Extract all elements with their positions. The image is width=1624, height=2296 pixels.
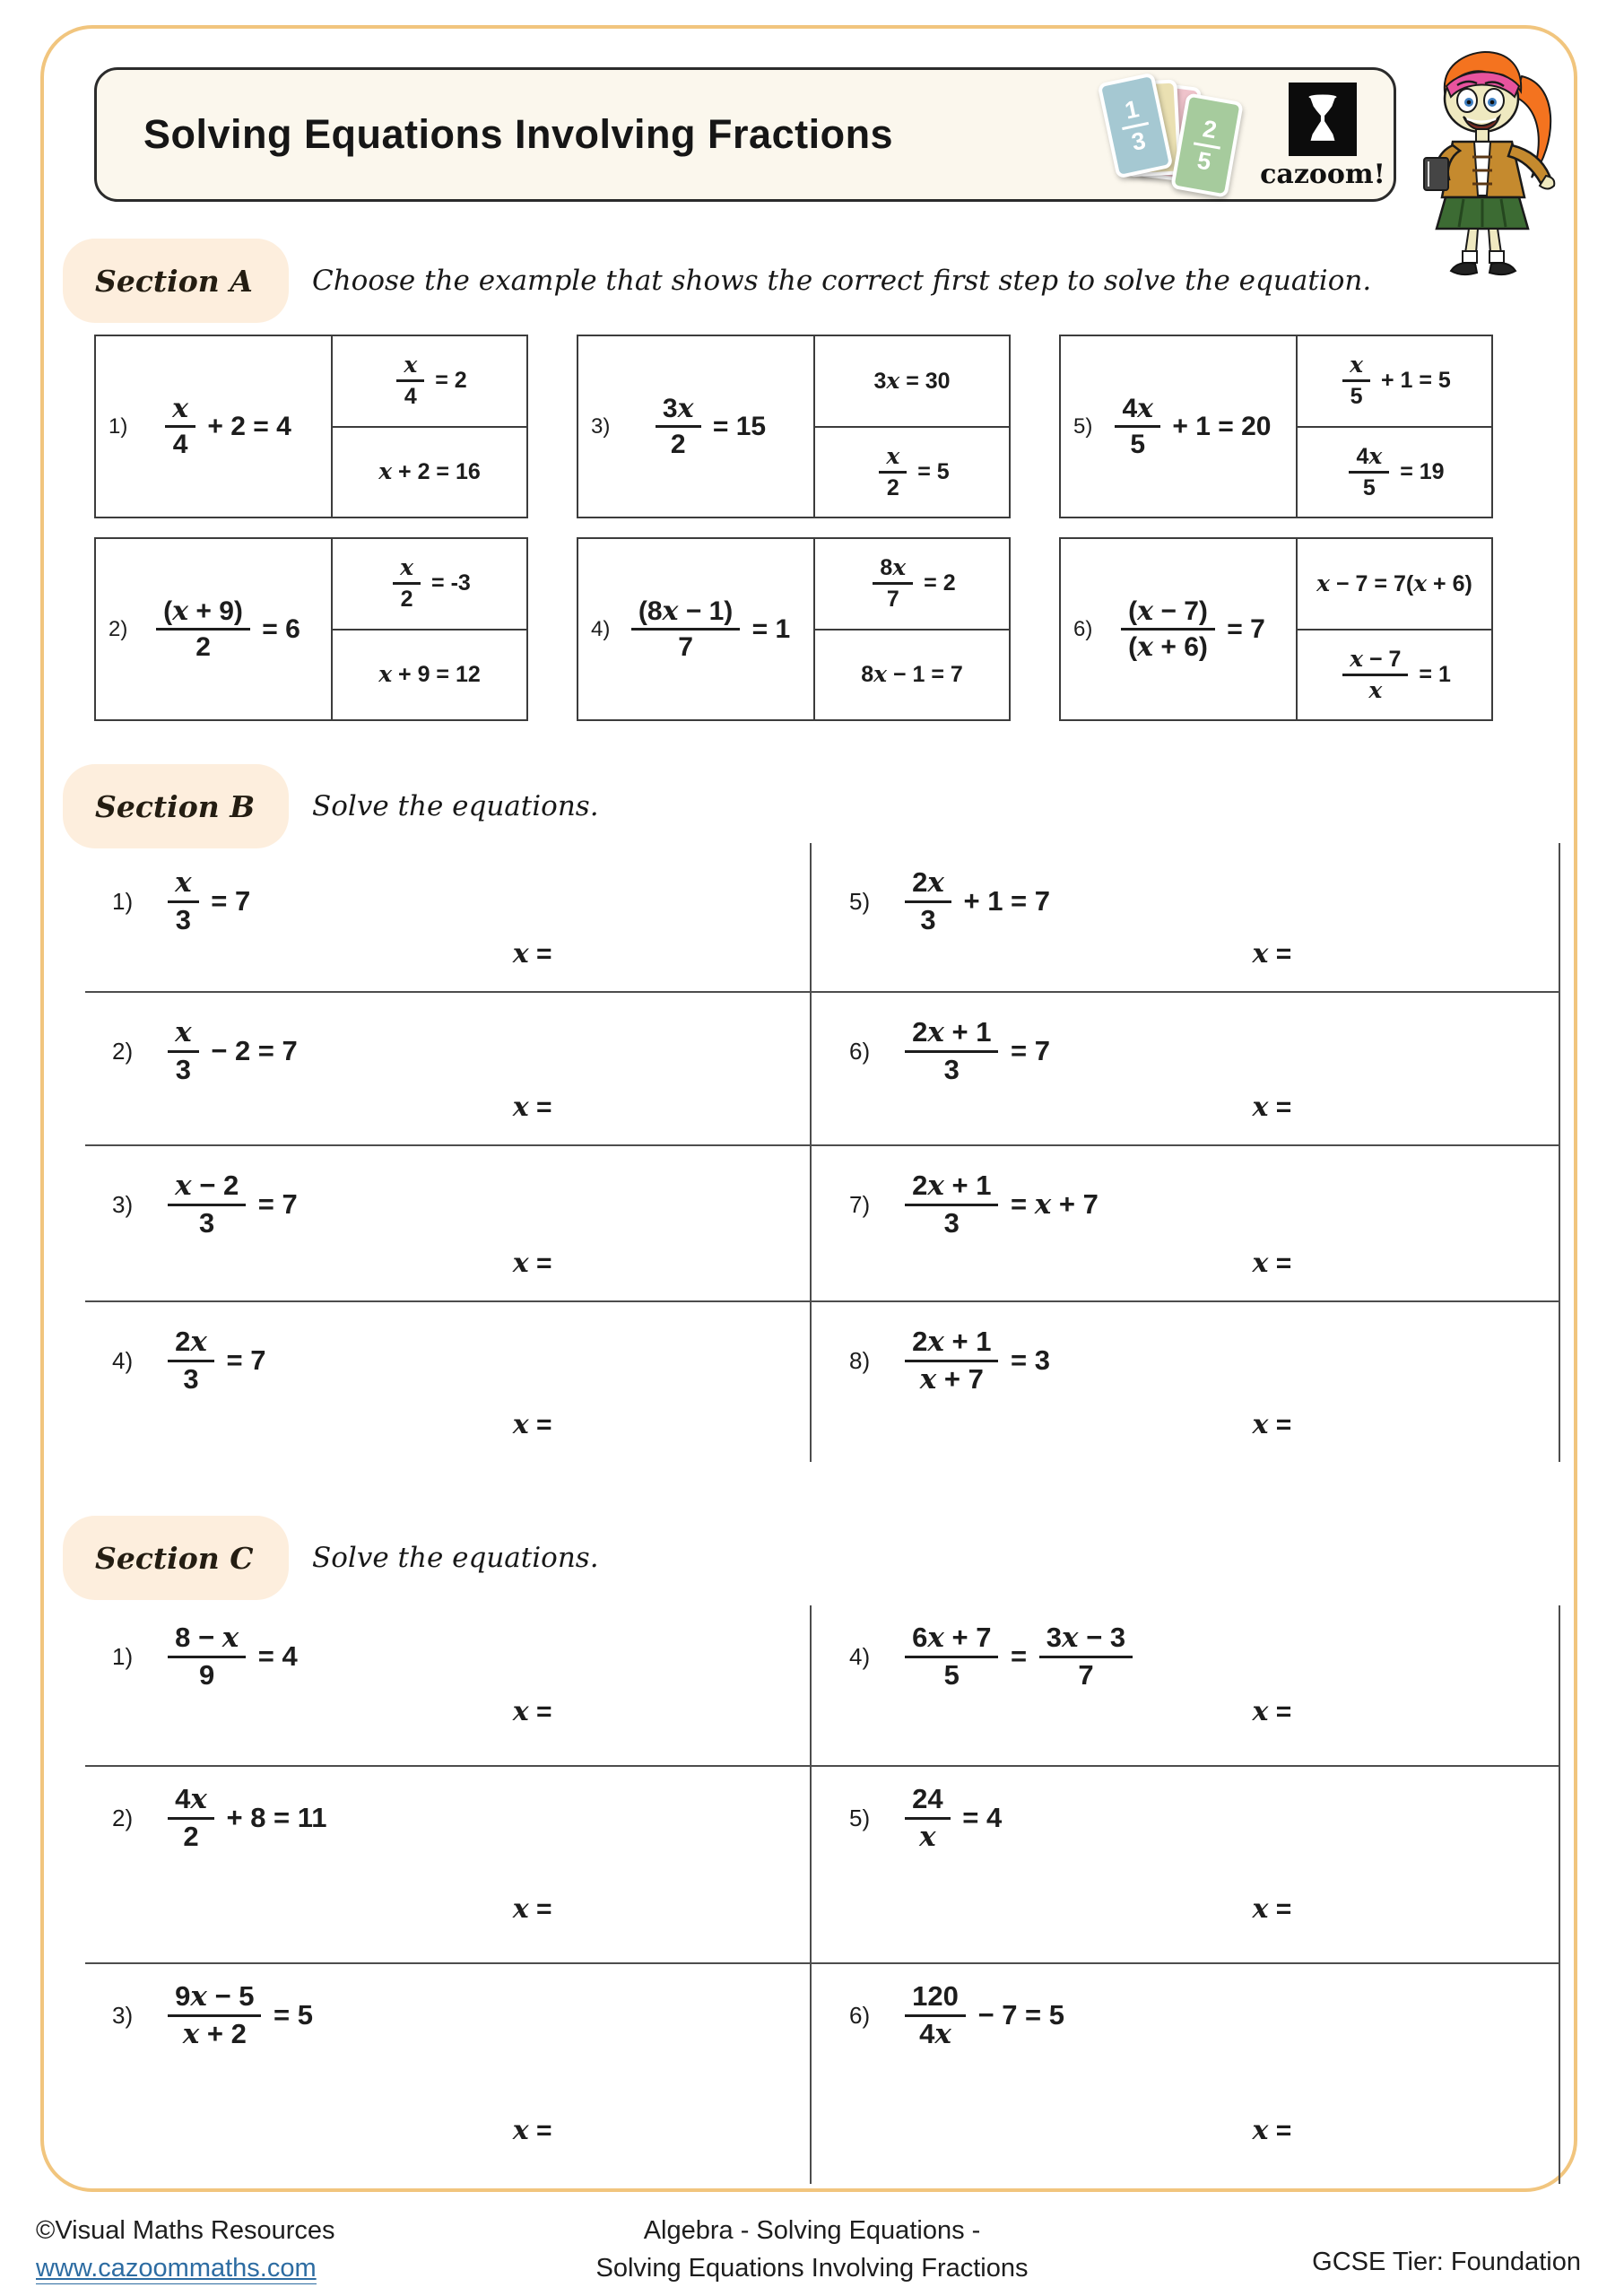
equation: $\frac{2x}{3}$ + 1 = 7 <box>900 868 1050 935</box>
equation: $\frac{x}{3}$ = 7 <box>163 868 250 935</box>
answer-blank: x = <box>1252 1409 1292 1440</box>
problem-number: 4) <box>591 616 611 641</box>
section-a-problem-3 <box>577 335 1011 518</box>
section-c-label: Section C <box>95 1540 254 1576</box>
answer-options <box>333 539 526 719</box>
answer-blank: x = <box>512 1893 552 1925</box>
equation: $\frac{6x + 7}{5}$ = $\frac{3x - 3}{7}$ <box>900 1623 1137 1690</box>
section-a-problem-1 <box>94 335 528 518</box>
section-a-row <box>94 335 1494 518</box>
footer-topic-line1: Algebra - Solving Equations - <box>643 2216 981 2245</box>
section-b-problem-5 <box>812 843 1560 993</box>
answer-options <box>1298 336 1491 517</box>
card-fraction: 1 3 <box>1116 95 1153 156</box>
answer-options <box>1298 539 1491 719</box>
option-bottom[interactable]: x + 9 = 12 <box>378 661 481 688</box>
option-bottom[interactable]: $\frac{x}{2}$ = 5 <box>815 428 1009 517</box>
section-a-problem-5 <box>1059 335 1493 518</box>
girl-mascot-illustration <box>1410 45 1571 283</box>
problem-number: 7) <box>849 1190 871 1218</box>
problem-number: 3) <box>112 1190 134 1218</box>
section-c-problem-3 <box>85 1964 812 2184</box>
section-a-problem-2 <box>94 537 528 721</box>
equation: $\frac{4x}{2}$ + 8 = 11 <box>163 1785 326 1851</box>
cazoom-logo <box>1246 83 1399 190</box>
equation: $\frac{2x + 1}{3}$ = 7 <box>900 1018 1050 1084</box>
problem-number: 6) <box>849 1037 871 1065</box>
equation: $\frac{(x - 7)}{(x + 6)}$ = 7 <box>1116 597 1265 662</box>
section-c-problem-6 <box>812 1964 1560 2184</box>
section-b-problem-3 <box>85 1146 812 1302</box>
problem-number: 6) <box>1073 616 1093 641</box>
page-title: Solving Equations Involving Fractions <box>143 111 894 157</box>
worksheet-header <box>94 67 1396 202</box>
problem-number: 2) <box>112 1804 134 1831</box>
equation: $\frac{x - 2}{3}$ = 7 <box>163 1171 298 1238</box>
cazoom-vase-icon <box>1289 83 1357 156</box>
equation: $\frac{2x + 1}{x + 7}$ = 3 <box>900 1327 1050 1394</box>
section-b-label: Section B <box>95 788 256 824</box>
option-top[interactable]: $\frac{8x}{7}$ = 2 <box>815 539 1009 631</box>
answer-options <box>333 336 526 517</box>
answer-blank: x = <box>1252 938 1292 970</box>
problem-number: 5) <box>1073 413 1093 439</box>
problem-number: 2) <box>112 1037 134 1065</box>
equation: $\frac{x}{4}$ + 2 = 4 <box>161 395 291 459</box>
problem-statement <box>96 539 333 719</box>
section-b-problem-7 <box>812 1146 1560 1302</box>
answer-blank: x = <box>1252 1696 1292 1727</box>
section-b-problem-2 <box>85 993 812 1146</box>
section-a-grid <box>94 335 1494 740</box>
equation: $\frac{8 - x}{9}$ = 4 <box>163 1623 298 1690</box>
option-top[interactable]: $\frac{x}{5}$ + 1 = 5 <box>1298 336 1491 428</box>
section-b-problem-8 <box>812 1302 1560 1462</box>
option-top[interactable]: $\frac{x}{2}$ = -3 <box>333 539 526 631</box>
problem-statement <box>578 336 815 517</box>
section-a-pill <box>63 239 289 323</box>
section-c-pill <box>63 1516 289 1600</box>
answer-blank: x = <box>512 2115 552 2146</box>
fraction-cards-illustration <box>1099 72 1265 201</box>
answer-blank: x = <box>512 1091 552 1123</box>
equation: $\frac{2x}{3}$ = 7 <box>163 1327 265 1394</box>
problem-statement <box>578 539 815 719</box>
option-bottom[interactable]: $\frac{4x}{5}$ = 19 <box>1298 428 1491 517</box>
answer-blank: x = <box>512 1248 552 1279</box>
problem-number: 5) <box>849 1804 871 1831</box>
section-b-pill <box>63 764 289 848</box>
problem-statement <box>1061 336 1298 517</box>
answer-blank: x = <box>1252 1091 1292 1123</box>
section-a-problem-6 <box>1059 537 1493 721</box>
answer-options <box>815 539 1009 719</box>
answer-blank: x = <box>512 1409 552 1440</box>
section-b-grid <box>85 843 1560 1462</box>
equation: $\frac{24}{x}$ = 4 <box>900 1785 1002 1851</box>
footer-credit: ©Visual Maths Resources <box>36 2216 335 2245</box>
equation: $\frac{120}{4x}$ − 7 = 5 <box>900 1982 1064 2048</box>
problem-number: 4) <box>112 1346 134 1374</box>
section-a-problem-4 <box>577 537 1011 721</box>
section-a-row <box>94 537 1494 721</box>
equation: $\frac{9x - 5}{x + 2}$ = 5 <box>163 1982 313 2048</box>
section-a-instruction: Choose the example that shows the correct first step to solve the equation. <box>312 265 1372 297</box>
card-fraction: 2 5 <box>1189 115 1225 175</box>
section-c-problem-4 <box>812 1605 1560 1767</box>
section-b-problem-1 <box>85 843 812 993</box>
equation: $\frac{(x + 9)}{2}$ = 6 <box>152 597 300 662</box>
option-top[interactable]: 3x = 30 <box>815 336 1009 428</box>
option-top[interactable]: $\frac{x}{4}$ = 2 <box>333 336 526 428</box>
equation: $\frac{3x}{2}$ = 15 <box>651 395 766 459</box>
answer-blank: x = <box>1252 1248 1292 1279</box>
problem-number: 4) <box>849 1642 871 1670</box>
section-c-instruction: Solve the equations. <box>312 1542 599 1574</box>
equation: $\frac{x}{3}$ − 2 = 7 <box>163 1018 298 1084</box>
problem-statement <box>96 336 333 517</box>
problem-number: 2) <box>109 616 128 641</box>
footer-website-link[interactable]: www.cazoommaths.com <box>36 2254 317 2283</box>
option-bottom[interactable]: $\frac{x - 7}{x}$ = 1 <box>1298 631 1491 720</box>
answer-blank: x = <box>1252 1893 1292 1925</box>
section-a-label: Section A <box>95 263 253 299</box>
problem-number: 5) <box>849 887 871 915</box>
footer-tier: GCSE Tier: Foundation <box>1312 2248 1581 2276</box>
section-c-problem-5 <box>812 1767 1560 1964</box>
section-c-problem-2 <box>85 1767 812 1964</box>
problem-number: 8) <box>849 1346 871 1374</box>
cazoom-logo-text: cazoom! <box>1260 159 1385 190</box>
problem-number: 1) <box>112 887 134 915</box>
section-b-instruction: Solve the equations. <box>312 790 599 822</box>
problem-statement <box>1061 539 1298 719</box>
problem-number: 6) <box>849 2001 871 2029</box>
footer-topic-line2: Solving Equations Involving Fractions <box>595 2254 1029 2283</box>
problem-number: 1) <box>109 413 128 439</box>
problem-number: 3) <box>112 2001 134 2029</box>
section-c-problem-1 <box>85 1605 812 1767</box>
option-bottom[interactable]: x + 2 = 16 <box>378 458 481 485</box>
answer-blank: x = <box>512 1696 552 1727</box>
problem-number: 3) <box>591 413 611 439</box>
section-b-problem-4 <box>85 1302 812 1462</box>
option-bottom[interactable]: 8x − 1 = 7 <box>861 661 963 688</box>
problem-number: 1) <box>112 1642 134 1670</box>
equation: $\frac{(8x - 1)}{7}$ = 1 <box>627 597 790 662</box>
equation: $\frac{4x}{5}$ + 1 = 20 <box>1110 395 1271 459</box>
answer-options <box>815 336 1009 517</box>
option-top[interactable]: x − 7 = 7(x + 6) <box>1298 539 1491 631</box>
answer-blank: x = <box>1252 2115 1292 2146</box>
equation: $\frac{2x + 1}{3}$ = x + 7 <box>900 1171 1099 1238</box>
answer-blank: x = <box>512 938 552 970</box>
section-b-problem-6 <box>812 993 1560 1146</box>
section-c-grid <box>85 1605 1560 2184</box>
